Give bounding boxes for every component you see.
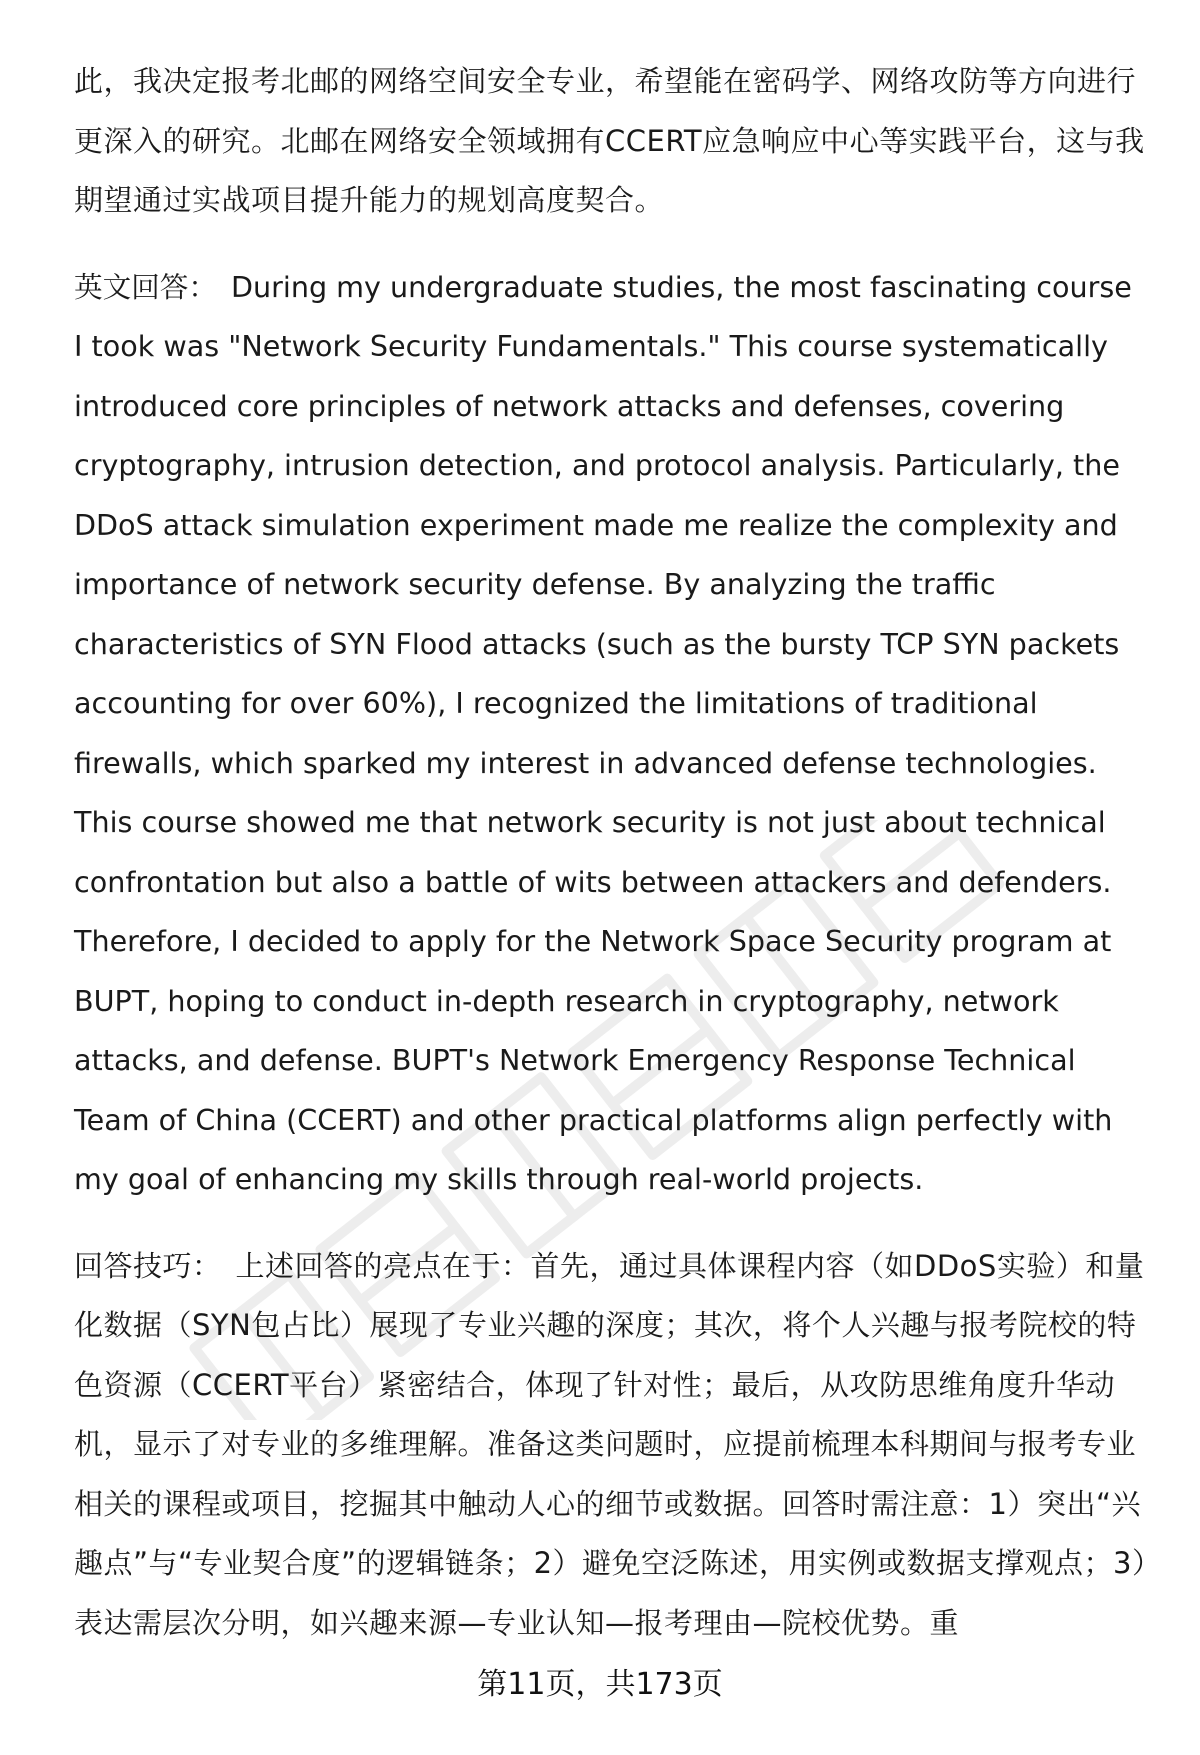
intro-paragraph: 此，我决定报考北邮的网络空间安全专业，希望能在密码学、网络攻防等方向进行更深入的研究。北邮在网络安全领域拥有CCERT应急响应中心等实践平台，这与我期望通过实战项目提升能力的规划高度契合。 bbox=[74, 64, 1145, 217]
page-number-footer: 第11页，共173页 bbox=[477, 1667, 723, 1702]
english-answer-label: 英文回答： bbox=[74, 269, 217, 304]
english-answer-paragraph bbox=[74, 258, 1149, 1210]
english-answer-text: During my undergraduate studies, the most fascinating course I took was "Network Security Fundamentals." This course systematically introduced core principles of network attacks and defenses, covering cryptography, intrusion detection, and protocol analysis. Particularly, the DDoS attack simulation experiment made me realize the complexity and importance of network security defense. By analyzing the traffic characteristics of SYN Flood attacks (such as the bursty TCP SYN packets accounting for over 60%), I recognized the limitations of traditional firewalls, which sparked my interest in advanced defense technologies. This course showed me that network security is not just about technical confrontation but also a battle of wits between attackers and defenders. Therefore, I decided to apply for the Network Space Security program at BUPT, hoping to conduct in-depth research in cryptography, network attacks, and defense. BUPT's Network Emergency Response Technical Team of China (CCERT) and other practical platforms align perfectly with my goal of enhancing my skills through real-world projects. bbox=[74, 269, 1132, 1196]
answer-tips-label: 回答技巧： bbox=[74, 1248, 222, 1283]
document-body bbox=[74, 52, 1149, 1653]
answer-tips-text: 上述回答的亮点在于：首先，通过具体课程内容（如DDoS实验）和量化数据（SYN包占比）展现了专业兴趣的深度；其次，将个人兴趣与报考院校的特色资源（CCERT平台）紧密结合，体现了针对性；最后，从攻防思维角度升华动机，显示了对专业的多维理解。准备这类问题时，应提前梳理本科期间与报考专业相关的课程或项目，挖掘其中触动人心的细节或数据。回答时需注意：1）突出“兴趣点”与“专业契合度”的逻辑链条；2）避免空泛陈述，用实例或数据支撑观点；3）表达需层次分明，如兴趣来源—专业认知—报考理由—院校优势。重 bbox=[74, 1248, 1147, 1640]
answer-tips-paragraph bbox=[74, 1237, 1149, 1654]
